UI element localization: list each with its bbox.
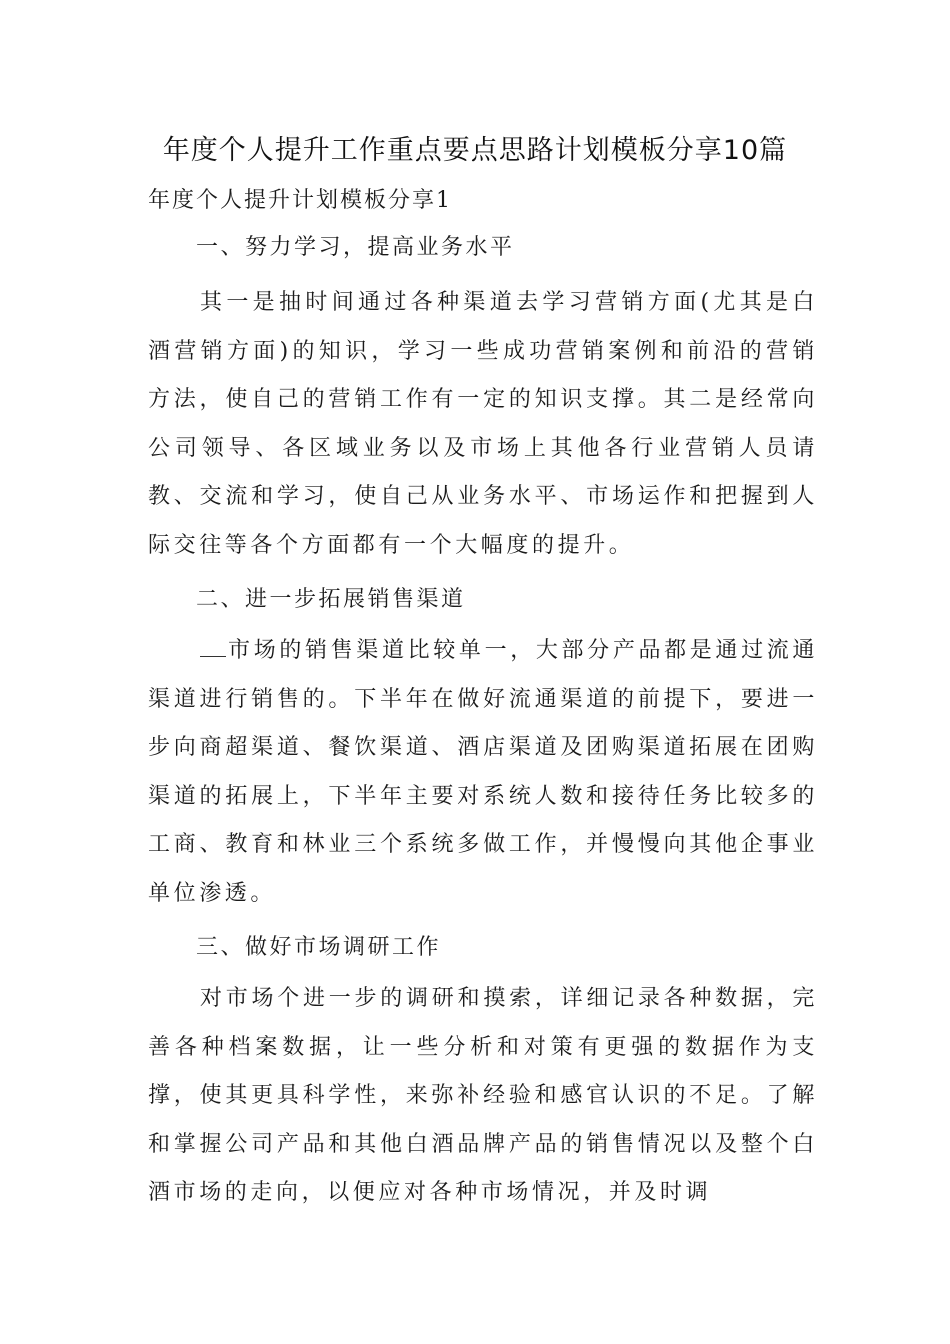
blank-underline xyxy=(200,636,226,657)
section-heading-1: 一、努力学习，提高业务水平 xyxy=(196,235,515,260)
section-paragraph-1: 其一是抽时间通过各种渠道去学习营销方面(尤其是白酒营销方面)的知识，学习一些成功营销案例和前沿的营销方法，使自己的营销工作有一定的知识支撑。其二是经常向公司领导、各区域业务以及市场上其他各行业营销人员请教、交流和学习，使自己从业务水平、市场运作和把握到人际交往等各个方面都有一个大幅度的提升。 xyxy=(148,290,818,558)
section-paragraph-2-text: 市场的销售渠道比较单一，大部分产品都是通过流通渠道进行销售的。下半年在做好流通渠道的前提下，要进一步向商超渠道、餐饮渠道、酒店渠道及团购渠道拓展在团购渠道的拓展上，下半年主要对系统人数和接待任务比较多的工商、教育和林业三个系统多做工作，并慢慢向其他企事业单位渗透。 xyxy=(148,638,818,906)
section-heading-2: 二、进一步拓展销售渠道 xyxy=(196,587,466,612)
section-paragraph-2 xyxy=(148,627,818,918)
section-paragraph-3: 对市场个进一步的调研和摸索，详细记录各种数据，完善各种档案数据，让一些分析和对策有更强的数据作为支撑，使其更具科学性，来弥补经验和感官认识的不足。了解和掌握公司产品和其他白酒品牌产品的销售情况以及整个白酒市场的走向，以便应对各种市场情况，并及时调 xyxy=(148,986,818,1205)
document-subtitle: 年度个人提升计划模板分享1 xyxy=(148,188,452,213)
document-title: 年度个人提升工作重点要点思路计划模板分享10篇 xyxy=(162,135,788,166)
section-heading-3: 三、做好市场调研工作 xyxy=(196,935,442,960)
